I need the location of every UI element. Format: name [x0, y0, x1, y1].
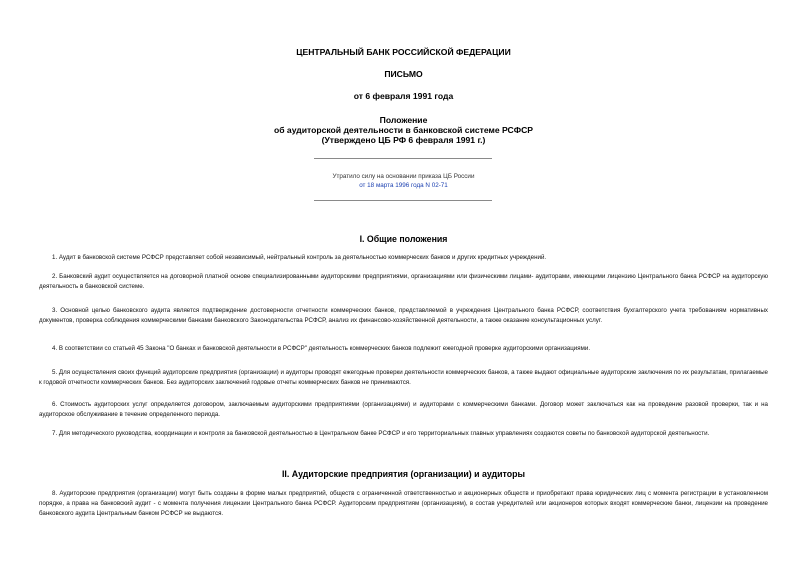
paragraph-1: 1. Аудит в банковской системе РСФСР представляет собой независимый, нейтральный контроль за деятельностью коммерческих банков и других кредитных учреждений. — [52, 254, 547, 261]
approval-note: (Утверждено ЦБ РФ 6 февраля 1991 г.) — [321, 135, 486, 145]
document-subheading: об аудиторской деятельности в банковской системе РСФСР — [273, 125, 534, 135]
document-date: от 6 февраля 1991 года — [353, 91, 454, 101]
document-heading: Положение — [379, 115, 428, 125]
paragraph-3: 3. Основной целью банковского аудита является подтверждение достоверности отчетности коммерческих банков, представляемой в учреждения Центрального банка РСФСР, соответствия бухгалтерского учета требованиям нормативных документов, проверка соблюдения коммерческими банками банковского Законодательства РСФСР, анализ их финансово-хозяйственной деятельности, а также оказание консультационных услуг. — [39, 307, 768, 324]
organization-title: ЦЕНТРАЛЬНЫЙ БАНК РОССИЙСКОЙ ФЕДЕРАЦИИ — [296, 47, 511, 57]
paragraph-7: 7. Для методического руководства, координации и контроля за банковской деятельностью в Центральном банке РСФСР и его территориальных главных управлениях создаются советы по банковской аудиторской деятельности. — [52, 430, 710, 437]
section-title-auditors: II. Аудиторские предприятия (организации) и аудиторы — [281, 469, 526, 479]
repeal-notice: Утратило силу на основании приказа ЦБ России — [332, 173, 475, 180]
section-title-general: I. Общие положения — [359, 234, 448, 244]
divider-bottom — [314, 200, 492, 201]
document-type: ПИСЬМО — [384, 69, 423, 79]
repeal-order-link[interactable]: от 18 марта 1996 года N 02-71 — [359, 182, 448, 189]
paragraph-5: 5. Для осуществления своих функций аудиторские предприятия (организации) и аудиторы проводят ежегодные проверки деятельности коммерческих банков, а также выдают официальные аудиторские заключения по их результатам, прилагаемые к годовой отчетности коммерческих банков. Без аудиторских заключений годовые отчеты коммерческих банков не принимаются. — [39, 369, 768, 386]
paragraph-4: 4. В соответствии со статьей 45 Закона "О банках и банковской деятельности в РСФСР" деятельность коммерческих банков подлежит ежегодной проверке аудиторскими организациями. — [52, 345, 591, 352]
paragraph-2: 2. Банковский аудит осуществляется на договорной платной основе специализированными аудиторскими предприятиями, организациями или физическими лицами- аудиторами, имеющими лицензию Центрального банка РСФСР на аудиторскую деятельность в банковской системе. — [39, 273, 768, 290]
divider-top — [314, 158, 492, 159]
paragraph-8: 8. Аудиторские предприятия (организации) могут быть созданы в форме малых предприятий, обществ с ограниченной ответственностью и акционерных обществ и приобретают права юридических лиц с момента регистрации в установленном порядке, а права на банковский аудит - с момента получения лицензии Центрального банка РСФСР. Аудиторским предприятиям (организациям), в состав учредителей или акционеров которых входят коммерческие банки, лицензии на проведение банковского аудита Центральным банком РСФСР не выдаются. — [39, 490, 768, 517]
paragraph-6: 6. Стоимость аудиторских услуг определяется договором, заключаемым аудиторскими предприятиями (организациями) и аудиторами с коммерческими банками. Договор может заключаться как на проведение разовой проверки, так и на аудиторское обслуживание в течение определенного периода. — [39, 401, 768, 418]
